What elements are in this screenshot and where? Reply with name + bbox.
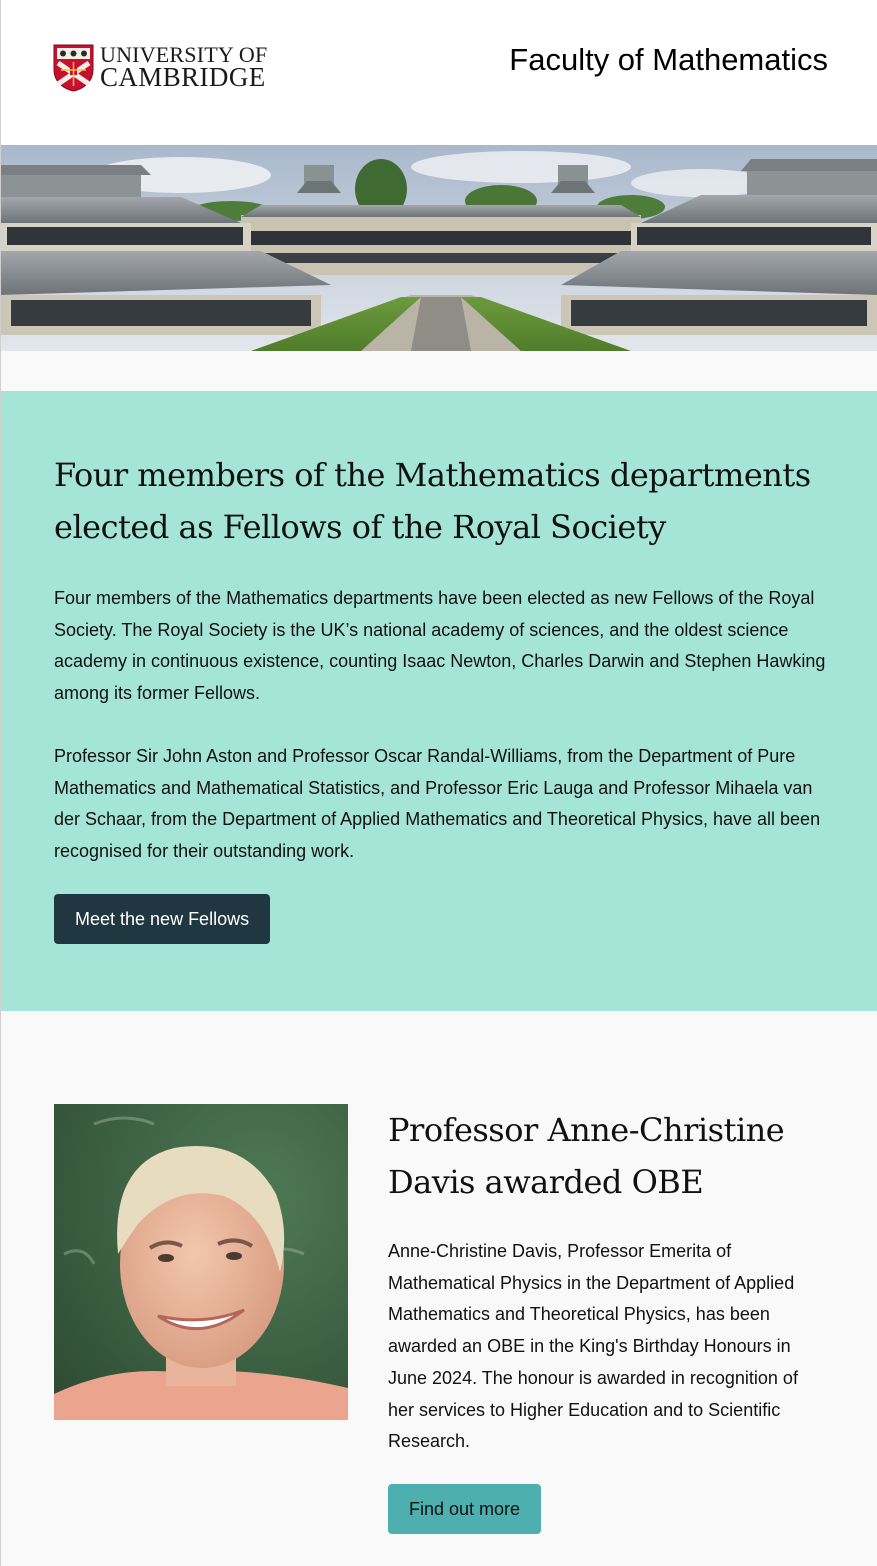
royal-society-feature <box>1 391 877 1011</box>
find-out-more-button[interactable]: Find out more <box>388 1484 541 1534</box>
faculty-title: Faculty of Mathematics <box>509 42 828 77</box>
university-logo[interactable] <box>53 44 267 92</box>
hero-image <box>1 145 877 351</box>
cambridge-shield-icon <box>53 44 94 92</box>
article-heading: Professor Anne-Christine Davis awarded OBE <box>388 1111 785 1201</box>
feature-heading: Four members of the Mathematics departments elected as Fellows of the Royal Society <box>54 456 811 546</box>
article-body: Anne-Christine Davis, Professor Emerita of Mathematical Physics in the Department of Applied Mathematics and Theoretical Physics, has been awarded an OBE in the King's Birthday Honours in June 2024. The honour is awarded in recognition of her services to Higher Education and to Scientific Research. <box>388 1241 798 1452</box>
feature-paragraph-1: Four members of the Mathematics departments have been elected as new Fellows of the Royal Society. The Royal Society is the UK’s national academy of sciences, and the oldest science academy in continuous existence, counting Isaac Newton, Charles Darwin and Stephen Hawking among its former Fellows. <box>54 588 826 704</box>
logo-line-1: UNIVERSITY OF <box>100 42 268 67</box>
email-header <box>1 0 877 145</box>
feature-paragraph-2: Professor Sir John Aston and Professor Oscar Randal-Williams, from the Department of Pure Mathematics and Mathematical Statistics, and Professor Eric Lauga and Professor Mihaela van der Schaar, from the Department of Applied Mathematics and Theoretical Physics, have all been recognised for their outstanding work. <box>54 746 821 862</box>
portrait-photo <box>54 1104 348 1420</box>
meet-new-fellows-button[interactable]: Meet the new Fellows <box>54 894 270 944</box>
logo-line-2: CAMBRIDGE <box>100 62 266 92</box>
